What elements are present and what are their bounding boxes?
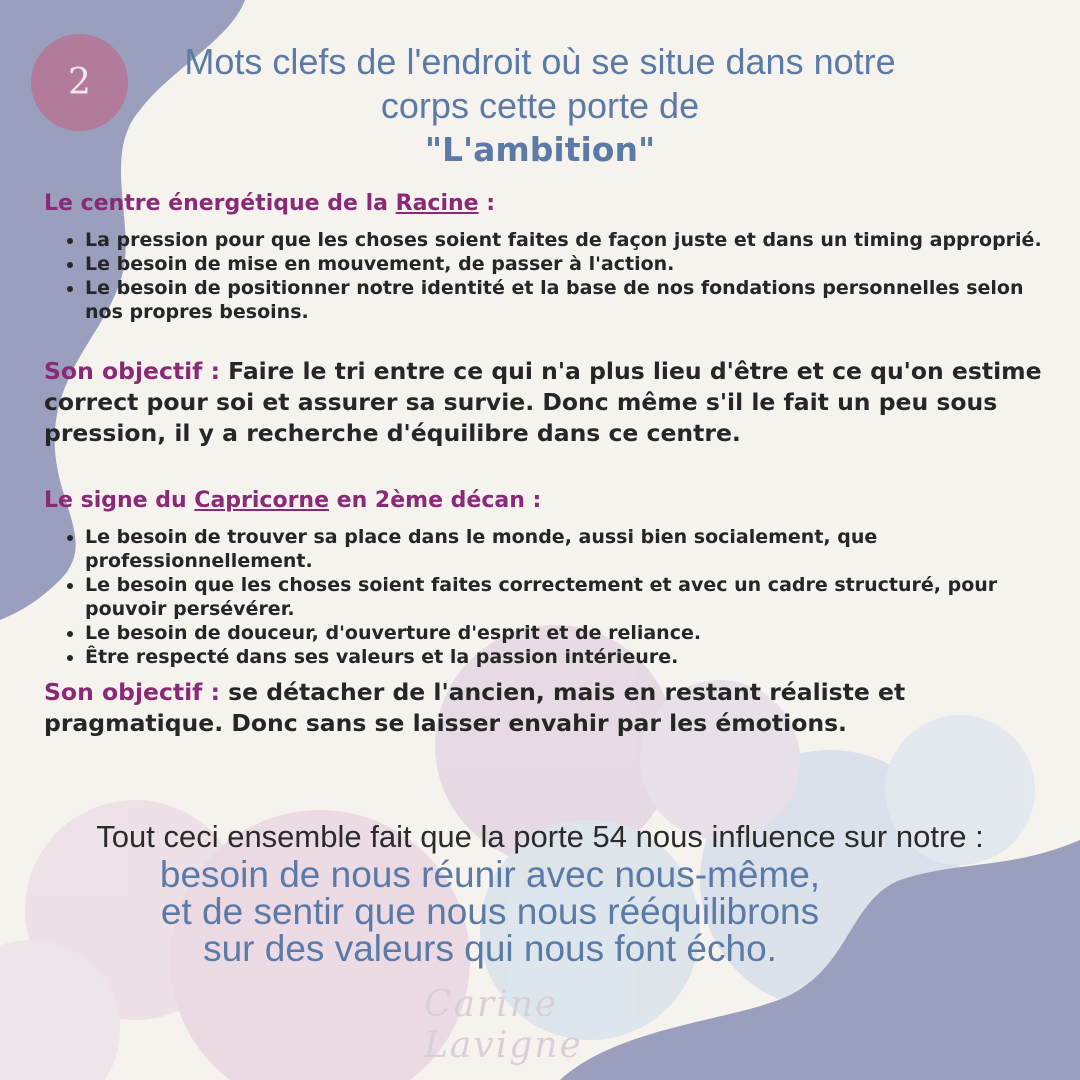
heading-suffix: : bbox=[478, 191, 496, 216]
author-signature: Carine Lavigne bbox=[424, 984, 583, 1066]
capricorne-link[interactable]: Capricorne bbox=[194, 488, 330, 513]
conclusion-line-1: besoin de nous réunir avec nous-même, bbox=[159, 854, 821, 895]
step-number-badge: 2 bbox=[31, 34, 128, 131]
title-line-3: "L'ambition" bbox=[424, 130, 656, 169]
list-item: • Le besoin de positionner notre identité et la base de nos fondations personnelles selon nos propres besoins. bbox=[85, 276, 1044, 324]
section-heading-racine bbox=[44, 190, 1044, 218]
title-line-1: Mots clefs de l'endroit où se situe dans notre bbox=[184, 41, 896, 82]
objective-text: Faire le tri entre ce qui n'a plus lieu d'être et ce qu'on estime correct pour soi et assurer sa survie. Donc même s'il le fait un peu sous pression, il y a recherche d'équilibre dans ce centre. bbox=[44, 357, 1042, 447]
objective-label: Son objectif : bbox=[44, 678, 220, 706]
list-item: • Être respecté dans ses valeurs et la passion intérieure. bbox=[85, 645, 1044, 669]
list-item: • Le besoin que les choses soient faites correctement et avec un cadre structuré, pour pouvoir persévérer. bbox=[85, 573, 1044, 621]
conclusion-line-2: et de sentir que nous nous rééquilibrons bbox=[160, 891, 820, 932]
objective-racine bbox=[44, 356, 1044, 449]
objective-text: se détacher de l'ancien, mais en restant réaliste et pragmatique. Donc sans se laisser envahir par les émotions. bbox=[44, 678, 906, 737]
conclusion bbox=[0, 818, 1080, 967]
list-item: • Le besoin de douceur, d'ouverture d'esprit et de reliance. bbox=[85, 621, 1044, 645]
list-item: • La pression pour que les choses soient faites de façon juste et dans un timing approprié. bbox=[85, 228, 1044, 252]
heading-prefix: Le centre énergétique de la bbox=[44, 191, 396, 216]
objective-label: Son objectif : bbox=[44, 357, 220, 385]
title-line-2: corps cette porte de bbox=[380, 85, 700, 126]
page-title bbox=[120, 40, 960, 172]
list-item: • Le besoin de trouver sa place dans le monde, aussi bien socialement, que professionnellement. bbox=[85, 525, 1044, 573]
capricorne-list bbox=[44, 525, 1044, 669]
list-item: • Le besoin de mise en mouvement, de passer à l'action. bbox=[85, 252, 1044, 276]
objective-capricorne bbox=[44, 677, 1044, 739]
conclusion-intro: Tout ceci ensemble fait que la porte 54 nous influence sur notre : bbox=[96, 819, 984, 854]
heading-prefix: Le signe du bbox=[44, 488, 195, 513]
main-content bbox=[44, 190, 1044, 739]
heading-suffix: en 2ème décan : bbox=[329, 488, 542, 513]
section-heading-capricorne bbox=[44, 487, 1044, 515]
racine-list bbox=[44, 228, 1044, 324]
racine-link[interactable]: Racine bbox=[395, 191, 479, 216]
conclusion-line-3: sur des valeurs qui nous font écho. bbox=[203, 928, 777, 969]
